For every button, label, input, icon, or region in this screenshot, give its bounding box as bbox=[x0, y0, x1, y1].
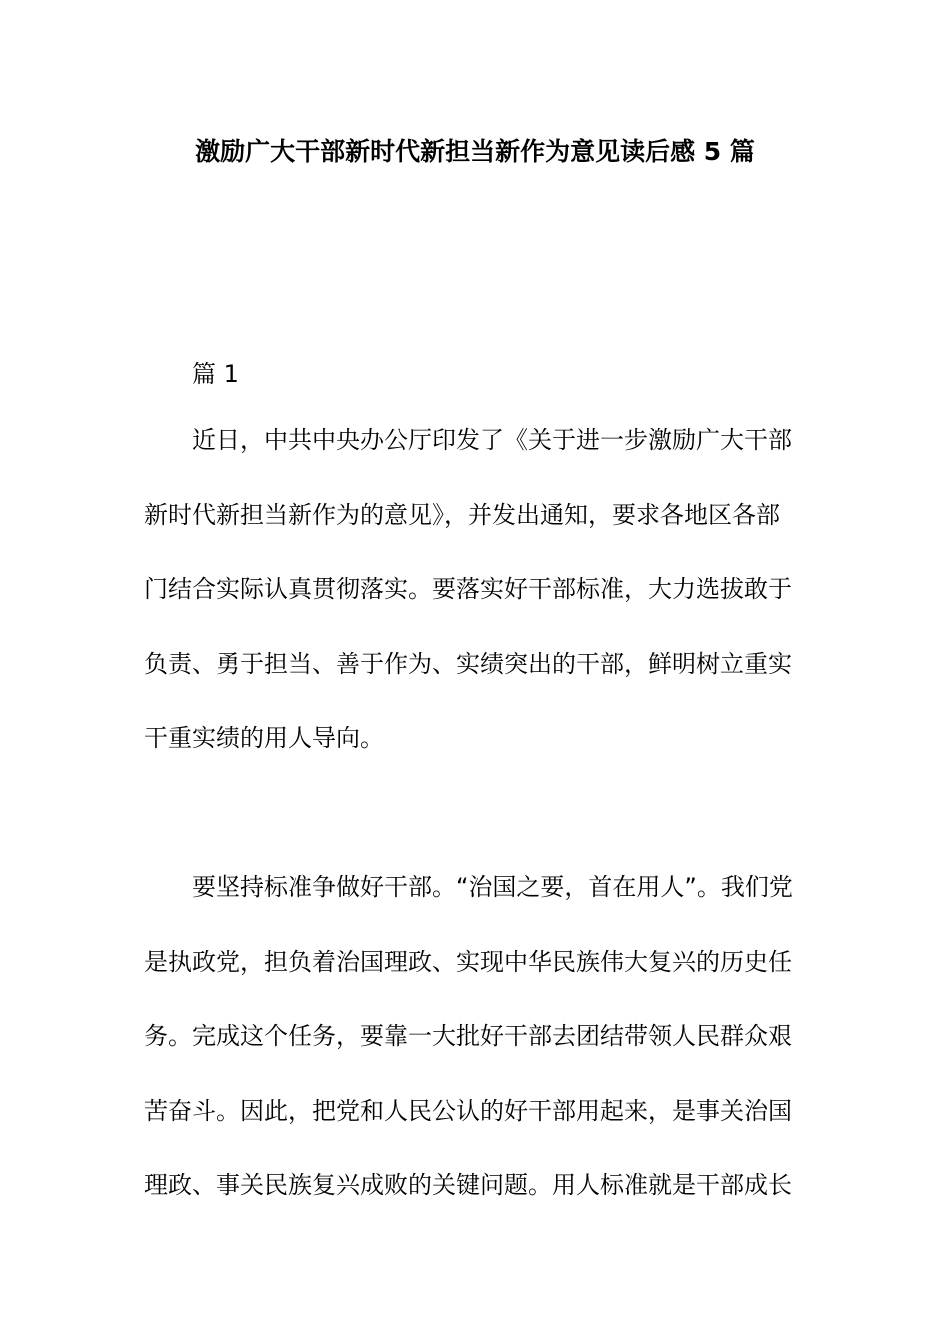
paragraph1-line-5: 干重实绩的用人导向。 bbox=[144, 724, 384, 752]
paragraph2-line-3: 务。完成这个任务，要靠一大批好干部去团结带领人民群众艰 bbox=[144, 1022, 792, 1050]
paragraph1-line-2: 新时代新担当新作为的意见》，并发出通知，要求各地区各部 bbox=[144, 501, 780, 529]
section-heading: 篇 1 bbox=[192, 360, 239, 388]
paragraph2-line-2: 是执政党，担负着治国理政、实现中华民族伟大复兴的历史任 bbox=[144, 948, 792, 976]
paragraph1-line-4: 负责、勇于担当、善于作为、实绩突出的干部，鲜明树立重实 bbox=[144, 650, 792, 678]
paragraph2-line-5: 理政、事关民族复兴成败的关键问题。用人标准就是干部成长 bbox=[144, 1171, 792, 1199]
paragraph2-line-4: 苦奋斗。因此，把党和人民公认的好干部用起来，是事关治国 bbox=[144, 1097, 792, 1125]
paragraph2-line-1: 要坚持标准争做好干部。“治国之要，首在用人”。我们党 bbox=[192, 873, 793, 901]
paragraph1-line-1: 近日，中共中央办公厅印发了《关于进一步激励广大干部 bbox=[192, 426, 792, 454]
paragraph1-line-3: 门结合实际认真贯彻落实。要落实好干部标准，大力选拔敢于 bbox=[144, 575, 792, 603]
document-title: 激励广大干部新时代新担当新作为意见读后感 5 篇 bbox=[195, 137, 755, 166]
